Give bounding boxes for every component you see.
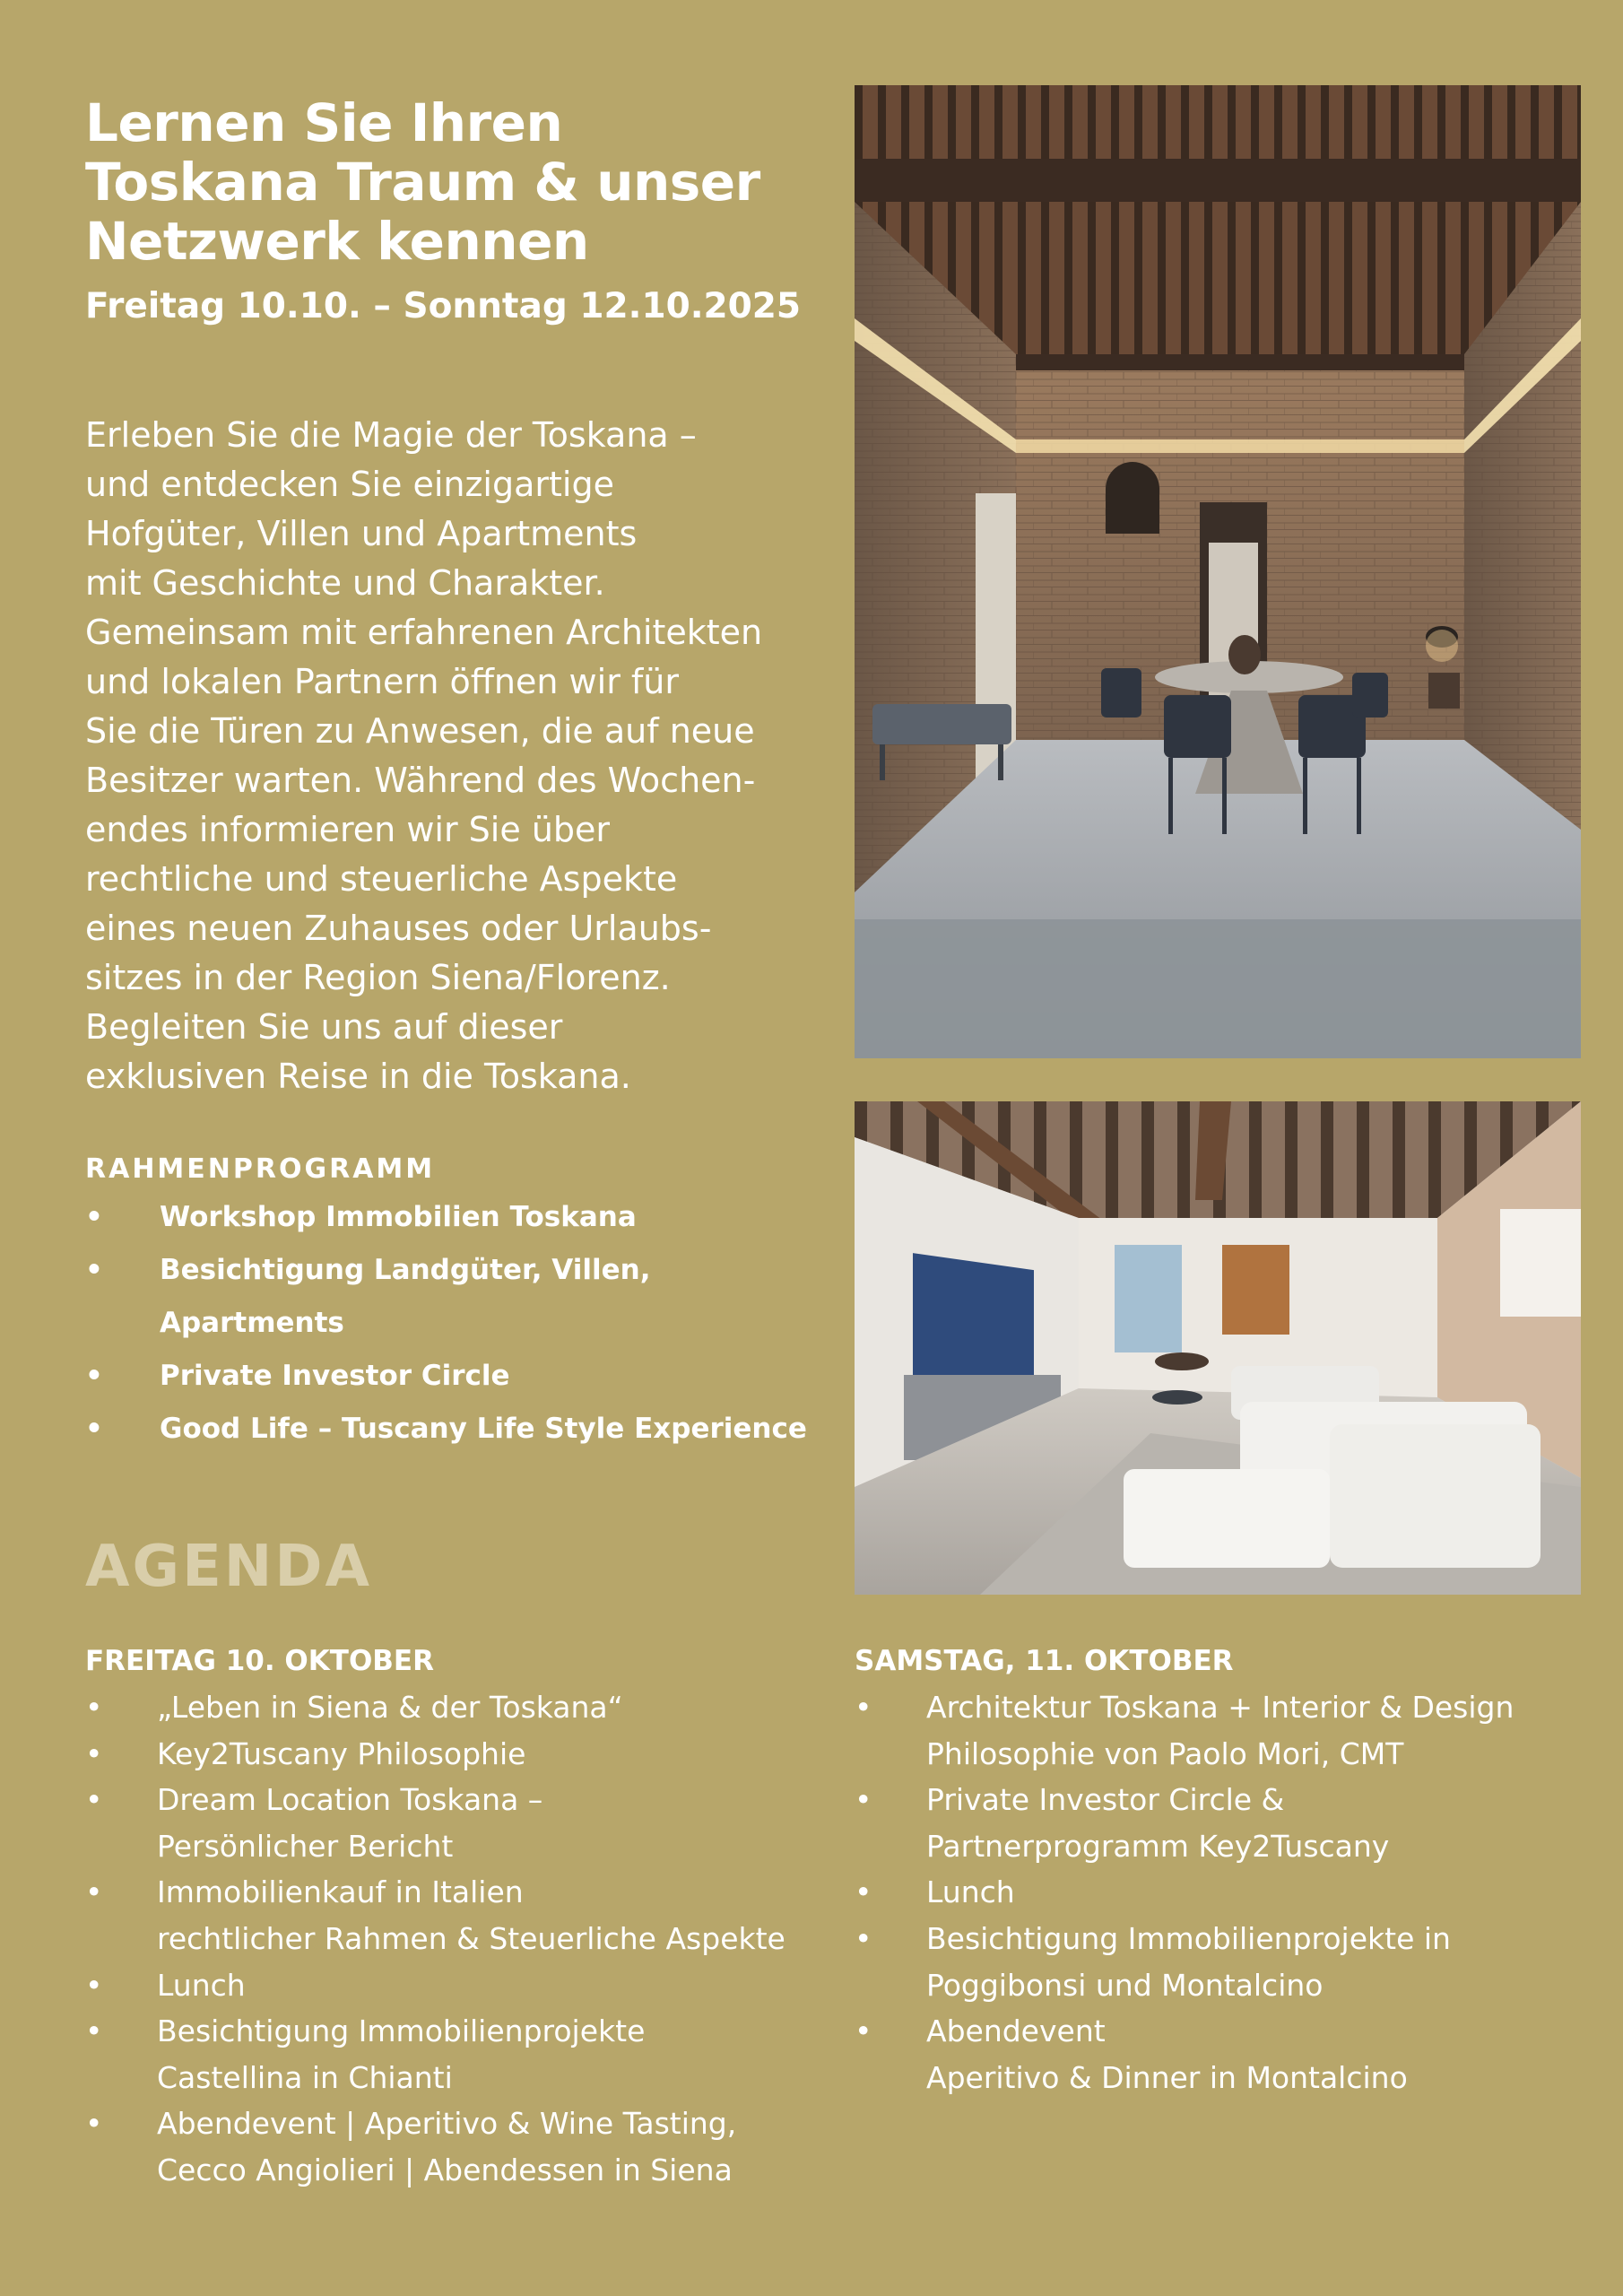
agenda-heading: AGENDA bbox=[85, 1534, 372, 1600]
event-date: Freitag 10.10. – Sonntag 12.10.2025 bbox=[85, 286, 802, 326]
agenda-item-text: • Abendevent bbox=[926, 2013, 1106, 2049]
agenda-item bbox=[85, 2100, 838, 2193]
agenda-item-text: • Dream Location Toskana – bbox=[157, 1782, 543, 1818]
agenda-item-text: • „Leben in Siena & der Toskana“ bbox=[157, 1690, 623, 1725]
intro-line: rechtliche und steuerliche Aspekte bbox=[85, 859, 678, 899]
agenda-item-text: • Key2Tuscany Philosophie bbox=[157, 1735, 526, 1771]
page-title bbox=[85, 93, 856, 271]
list-item bbox=[85, 1350, 856, 1403]
rahmenprogramm-list bbox=[85, 1191, 856, 1456]
agenda-item-text: • Besichtigung Immobilienprojekte in bbox=[926, 1920, 1451, 1956]
agenda-item bbox=[85, 1962, 838, 2009]
list-item bbox=[85, 1403, 856, 1456]
list-item-text: Apartments bbox=[160, 1307, 344, 1339]
intro-text bbox=[85, 411, 856, 1101]
agenda-item bbox=[855, 1777, 1590, 1869]
agenda-item-text: • Private Investor Circle & bbox=[926, 1782, 1285, 1818]
dining-room-illustration bbox=[855, 85, 1581, 1058]
intro-line: Erleben Sie die Magie der Toskana – bbox=[85, 415, 697, 455]
title-line: Toskana Traum & unser bbox=[85, 152, 760, 213]
agenda-item-text: Poggibonsi und Montalcino bbox=[926, 1967, 1324, 2003]
day-title: FREITAG 10. OKTOBER bbox=[85, 1645, 434, 1677]
living-room-photo bbox=[855, 1101, 1581, 1595]
intro-line: Hofgüter, Villen und Apartments bbox=[85, 514, 638, 553]
list-item-text: • Private Investor Circle bbox=[160, 1360, 510, 1392]
agenda-item-text: • Lunch bbox=[157, 1967, 246, 2003]
agenda-item-text: rechtlicher Rahmen & Steuerliche Aspekte bbox=[157, 1920, 785, 1956]
agenda-item-text: Philosophie von Paolo Mori, CMT bbox=[926, 1735, 1404, 1771]
title-line: Lernen Sie Ihren bbox=[85, 92, 563, 153]
agenda-item-text: • Lunch bbox=[926, 1874, 1015, 1910]
agenda-item-text: • Immobilienkauf in Italien bbox=[157, 1874, 524, 1910]
intro-line: und lokalen Partnern öffnen wir für bbox=[85, 662, 679, 701]
agenda-item bbox=[855, 1916, 1590, 2008]
intro-line: Sie die Türen zu Anwesen, die auf neue bbox=[85, 711, 755, 751]
list-item bbox=[85, 1244, 856, 1350]
list-item-text: • Workshop Immobilien Toskana bbox=[160, 1201, 637, 1233]
agenda-item bbox=[85, 1684, 838, 1731]
agenda-item-text: Aperitivo & Dinner in Montalcino bbox=[926, 2059, 1408, 2095]
intro-line: Gemeinsam mit erfahrenen Architekten bbox=[85, 613, 763, 652]
list-item-text: • Good Life – Tuscany Life Style Experience bbox=[160, 1413, 807, 1445]
intro-line: eines neuen Zuhauses oder Urlaubs- bbox=[85, 909, 712, 948]
agenda-item-text: Castellina in Chianti bbox=[157, 2059, 453, 2095]
agenda-list bbox=[855, 1684, 1590, 2100]
agenda-item-text: Partnerprogramm Key2Tuscany bbox=[926, 1828, 1390, 1864]
intro-line: Begleiten Sie uns auf dieser bbox=[85, 1007, 563, 1047]
rahmenprogramm-heading: RAHMENPROGRAMM bbox=[85, 1153, 436, 1185]
intro-line: mit Geschichte und Charakter. bbox=[85, 563, 605, 603]
day-title: SAMSTAG, 11. OKTOBER bbox=[855, 1645, 1234, 1677]
intro-line: sitzes in der Region Siena/Florenz. bbox=[85, 958, 671, 997]
list-item bbox=[85, 1191, 856, 1244]
agenda-item bbox=[85, 1731, 838, 1778]
intro-line: endes informieren wir Sie über bbox=[85, 810, 611, 849]
agenda-item bbox=[85, 2008, 838, 2100]
agenda-item-text: Cecco Angiolieri | Abendessen in Siena bbox=[157, 2152, 733, 2187]
agenda-item bbox=[855, 1684, 1590, 1777]
agenda-saturday bbox=[855, 1643, 1590, 2100]
agenda-friday bbox=[85, 1643, 838, 2194]
intro-line: exklusiven Reise in die Toskana. bbox=[85, 1057, 631, 1096]
agenda-item bbox=[85, 1777, 838, 1869]
agenda-item-text: • Abendevent | Aperitivo & Wine Tasting, bbox=[157, 2106, 737, 2142]
dining-room-photo bbox=[855, 85, 1581, 1058]
title-line: Netzwerk kennen bbox=[85, 211, 589, 272]
agenda-item-text: • Besichtigung Immobilienprojekte bbox=[157, 2013, 646, 2049]
agenda-item-text: Persönlicher Bericht bbox=[157, 1828, 454, 1864]
list-item-text: • Besichtigung Landgüter, Villen, bbox=[160, 1254, 651, 1286]
agenda-item bbox=[85, 1869, 838, 1961]
agenda-item bbox=[855, 1869, 1590, 1916]
intro-line: Besitzer warten. Während des Wochen- bbox=[85, 761, 756, 800]
agenda-item-text: • Architektur Toskana + Interior & Design bbox=[926, 1690, 1515, 1725]
living-room-illustration bbox=[855, 1101, 1581, 1595]
agenda-item bbox=[855, 2008, 1590, 2100]
intro-line: und entdecken Sie einzigartige bbox=[85, 465, 614, 504]
agenda-list bbox=[85, 1684, 838, 2194]
